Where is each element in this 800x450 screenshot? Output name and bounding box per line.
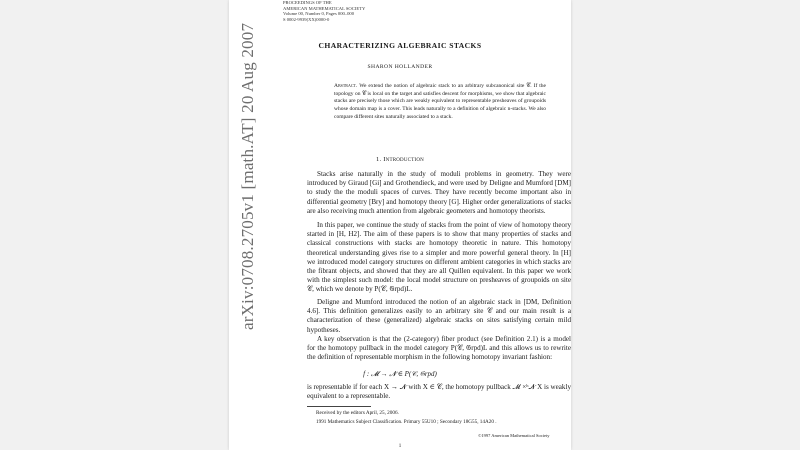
intro-paragraph-1: Stacks arise naturally in the study of moduli problems in geometry. They were introduced by Giraud [Gi] and Grothendieck, and were used by Deligne and Mumford [DM] to study the the moduli spaces of curves. They have recently become important also in differential geometry [Bry] and homotopy theory [G]. Higher order generalizations of stacks are also receiving much attention from algebraic geometers and homotopy theorists. xyxy=(307,170,571,215)
abstract xyxy=(334,83,546,122)
section-heading: 1. Introduction xyxy=(376,156,424,163)
arxiv-stamp: arXiv:0708.2705v1 [math.AT] 20 Aug 2007 xyxy=(238,22,257,330)
journal-name: PROCEEDINGS OF THE xyxy=(283,0,332,5)
journal-header xyxy=(283,0,365,22)
abstract-text: We extend the notion of algebraic stack to an arbitrary subcanonical site 𝒞. If the topology on 𝒞 is local on the target and satisfies descent for morphisms, we show that algebraic stacks are precisely those which are weakly equivalent to representable presheaves of groupoids whose domain map is a cover. This leads naturally to a definition of algebraic n-stacks. We also compare different sites naturally associated to a stack. xyxy=(334,83,546,120)
issn: S 0002-9939(XX)0000-0 xyxy=(283,16,330,22)
footnote-received: Received by the editors April, 25, 2006. xyxy=(316,410,399,416)
abstract-label: Abstract. xyxy=(334,83,358,89)
author-name: SHARON HOLLANDER xyxy=(367,64,433,70)
footnote-classification: 1991 Mathematics Subject Classification. Primary 55U10 ; Secondary 18G55, 14A20 . xyxy=(316,419,497,425)
intro-paragraph-4: A key observation is that the (2-category) fiber product (see Definition 2.1) is a model for the homotopy pullback in the model category P(𝒞, 𝔊rpd)L and this allows us to rewrite the definition of representable morphism in the following homotopy invariant fashion: xyxy=(307,335,571,362)
society-name: AMERICAN MATHEMATICAL SOCIETY xyxy=(283,5,366,11)
intro-paragraph-3: Deligne and Mumford introduced the notion of an algebraic stack in [DM, Definition 4.6]. This definition generalizes easily to an arbitrary site 𝒞 and our main result is a characterization of these (generalized) algebraic stacks on sites satisfying certain mild hypotheses. xyxy=(307,298,571,334)
copyright-notice: ©1997 American Mathematical Society xyxy=(478,433,550,438)
intro-paragraph-5: is representable if for each X → 𝓝 with X ∈ 𝒞, the homotopy pullback 𝓜 ×ʰ𝓝 X is weakly equivalent to a representable. xyxy=(307,383,571,401)
paper-title: CHARACTERIZING ALGEBRAIC STACKS xyxy=(318,41,482,50)
page-number: 1 xyxy=(398,444,402,449)
intro-paragraph-2: In this paper, we continue the study of stacks from the point of view of homotopy theory started in [H, H2]. The aim of these papers is to show that many properties of stacks and classical constructions with stacks are homotopy theoretic in nature. This homotopy theoretical understanding gives rise to a simpler and more powerful general theory. In [H] we introduced model category structures on different ambient categories in which stacks are the fibrant objects, and showed that they are all Quillen equivalent. In this paper we work with the simplest such model: the local model structure on presheaves of groupoids on site 𝒞, which we denote by P(𝒞, 𝔊rpd)L. xyxy=(307,221,571,294)
footnote-rule xyxy=(307,406,371,407)
volume-info: Volume 00, Number 0, Pages 000–000 xyxy=(283,11,354,16)
display-formula: f : 𝓜 → 𝓝 ∈ P(𝒞, 𝔊rpd) xyxy=(363,370,437,378)
